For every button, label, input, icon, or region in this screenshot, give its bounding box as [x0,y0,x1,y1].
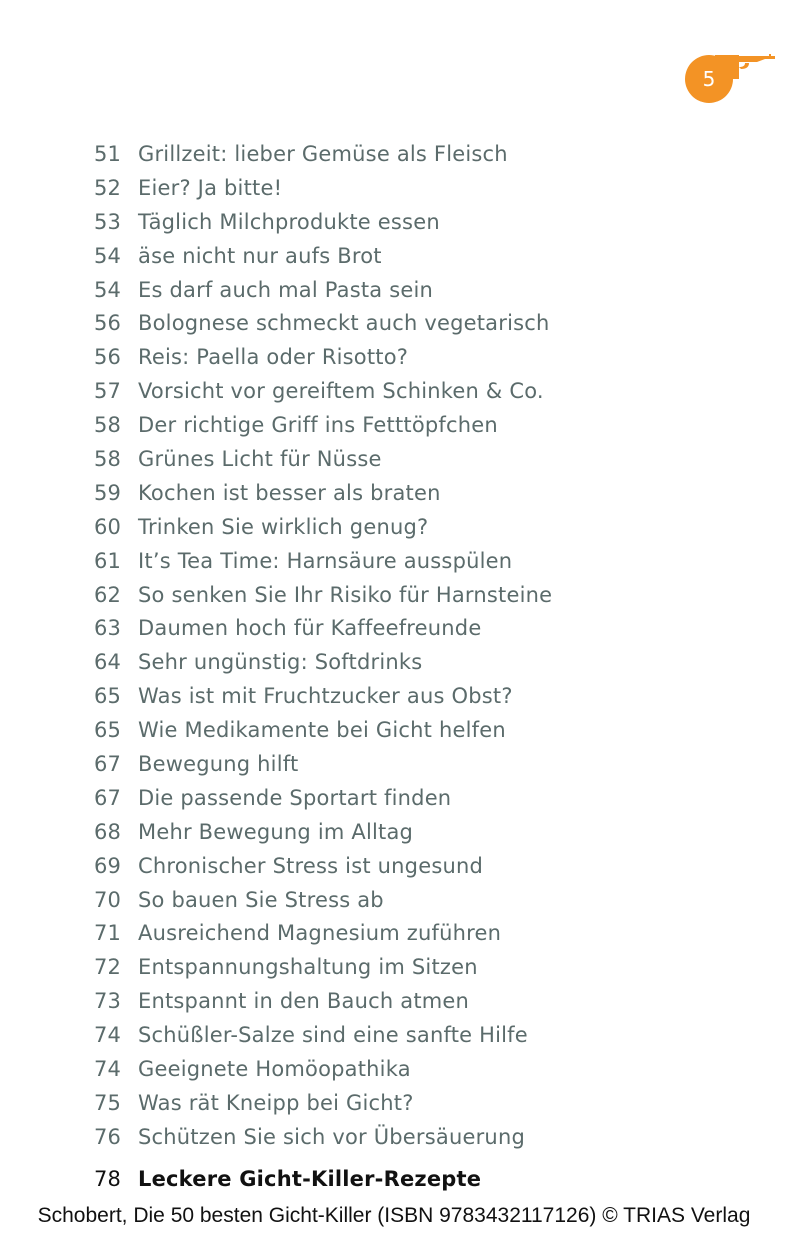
toc-entry[interactable] [0,1087,788,1121]
toc-entry[interactable] [0,274,788,308]
toc-entry[interactable] [0,917,788,951]
entry-title: Es darf auch mal Pasta sein [138,277,434,302]
entry-title: It’s Tea Time: Harnsäure ausspülen [138,548,513,573]
entry-page-number: 78 [94,1166,122,1191]
entry-title: So bauen Sie Stress ab [138,887,384,912]
entry-page-number: 56 [94,311,122,336]
toc-entry[interactable] [0,206,788,240]
toc-entry[interactable] [0,884,788,918]
entry-page-number: 68 [94,819,122,844]
toc-entry[interactable] [0,1121,788,1155]
entry-page-number: 63 [94,616,122,641]
entry-page-number: 71 [94,921,122,946]
entry-page-number: 70 [94,887,122,912]
entry-page-number: 74 [94,1057,122,1082]
toc-entry[interactable] [0,138,788,172]
entry-title: Mehr Bewegung im Alltag [138,819,414,844]
toc-entry[interactable] [0,816,788,850]
toc-entry[interactable] [0,1019,788,1053]
entry-title: Eier? Ja bitte! [138,175,283,200]
entry-title: Entspannt in den Bauch atmen [138,989,470,1014]
entry-page-number: 54 [94,277,122,302]
toc-entry[interactable] [0,307,788,341]
toc-entry[interactable] [0,545,788,579]
toc-entry[interactable] [0,240,788,274]
toc-entry[interactable] [0,1053,788,1087]
entry-title: Bolognese schmeckt auch vegetarisch [138,311,550,336]
entry-title: Trinken Sie wirklich genug? [138,514,429,539]
toc-entry[interactable] [0,680,788,714]
entry-page-number: 51 [94,142,122,166]
entry-page-number: 62 [94,582,122,607]
toc-entry[interactable] [0,511,788,545]
toc-entry[interactable] [0,782,788,816]
toc-entry[interactable] [0,714,788,748]
page-number: 5 [702,67,716,91]
entry-title: Reis: Paella oder Risotto? [138,345,409,370]
entry-title: So senken Sie Ihr Risiko für Harnsteine [138,582,553,607]
entry-page-number: 65 [94,718,122,743]
toc-entry[interactable] [0,443,788,477]
entry-title: Grillzeit: lieber Gemüse als Fleisch [138,142,508,166]
entry-title: Bewegung hilft [138,752,299,777]
toc-entry[interactable] [0,646,788,680]
entry-page-number: 59 [94,480,122,505]
entry-title: Schützen Sie sich vor Übersäuerung [138,1124,525,1149]
toc-entry[interactable] [0,951,788,985]
toc-entry[interactable] [0,375,788,409]
entry-page-number: 67 [94,752,122,777]
entry-title: Was rät Kneipp bei Gicht? [138,1090,414,1115]
entry-title: Daumen hoch für Kaffeefreunde [138,616,482,641]
entry-page-number: 58 [94,447,122,472]
entry-title: Entspannungshaltung im Sitzen [138,955,478,980]
entry-title: Chronischer Stress ist ungesund [138,853,484,878]
toc-entry[interactable] [0,409,788,443]
entry-title: Ausreichend Magnesium zuführen [138,921,502,946]
entry-page-number: 72 [94,955,122,980]
toc-entry[interactable] [0,985,788,1019]
toc-entry[interactable] [0,341,788,375]
entry-title: Schüßler-Salze sind eine sanfte Hilfe [138,1023,528,1048]
entry-title: Grünes Licht für Nüsse [138,447,382,472]
toc-entry[interactable] [0,172,788,206]
entry-title: Täglich Milchprodukte essen [138,209,440,234]
entry-title: Der richtige Griff ins Fetttöpfchen [138,413,498,438]
entry-page-number: 74 [94,1023,122,1048]
page-number-badge [685,55,733,103]
entry-page-number: 53 [94,209,122,234]
entry-title: Vorsicht vor gereiftem Schinken & Co. [138,379,544,404]
footer-citation: Schobert, Die 50 besten Gicht-Killer (ISBN 9783432117126) © TRIAS Verlag [37,1204,751,1227]
entry-title: Kochen ist besser als braten [138,480,441,505]
entry-page-number: 61 [94,548,122,573]
entry-title: Die passende Sportart finden [138,785,452,810]
toc-entry[interactable] [0,579,788,613]
entry-page-number: 73 [94,989,122,1014]
entry-page-number: 67 [94,785,122,810]
entry-title: Was ist mit Fruchtzucker aus Obst? [138,684,513,709]
toc-entry[interactable] [0,477,788,511]
toc-entry[interactable] [0,612,788,646]
entry-page-number: 64 [94,650,122,675]
entry-title: Wie Medikamente bei Gicht helfen [138,718,506,743]
entry-page-number: 54 [94,243,122,268]
pistol-icon [735,53,775,79]
entry-page-number: 76 [94,1124,122,1149]
toc-entry[interactable] [0,748,788,782]
entry-page-number: 65 [94,684,122,709]
entry-title: Leckere Gicht-Killer-Rezepte [138,1166,482,1191]
entry-page-number: 58 [94,413,122,438]
table-of-contents [0,138,788,1197]
entry-page-number: 69 [94,853,122,878]
entry-title: Geeignete Homöopathika [138,1057,411,1082]
entry-page-number: 52 [94,175,122,200]
entry-page-number: 60 [94,514,122,539]
entry-page-number: 56 [94,345,122,370]
toc-entry[interactable] [0,850,788,884]
entry-title: äse nicht nur aufs Brot [138,243,382,268]
entry-page-number: 57 [94,379,122,404]
entry-page-number: 75 [94,1090,122,1115]
chapter-entry[interactable] [0,1163,788,1197]
entry-title: Sehr ungünstig: Softdrinks [138,650,423,675]
